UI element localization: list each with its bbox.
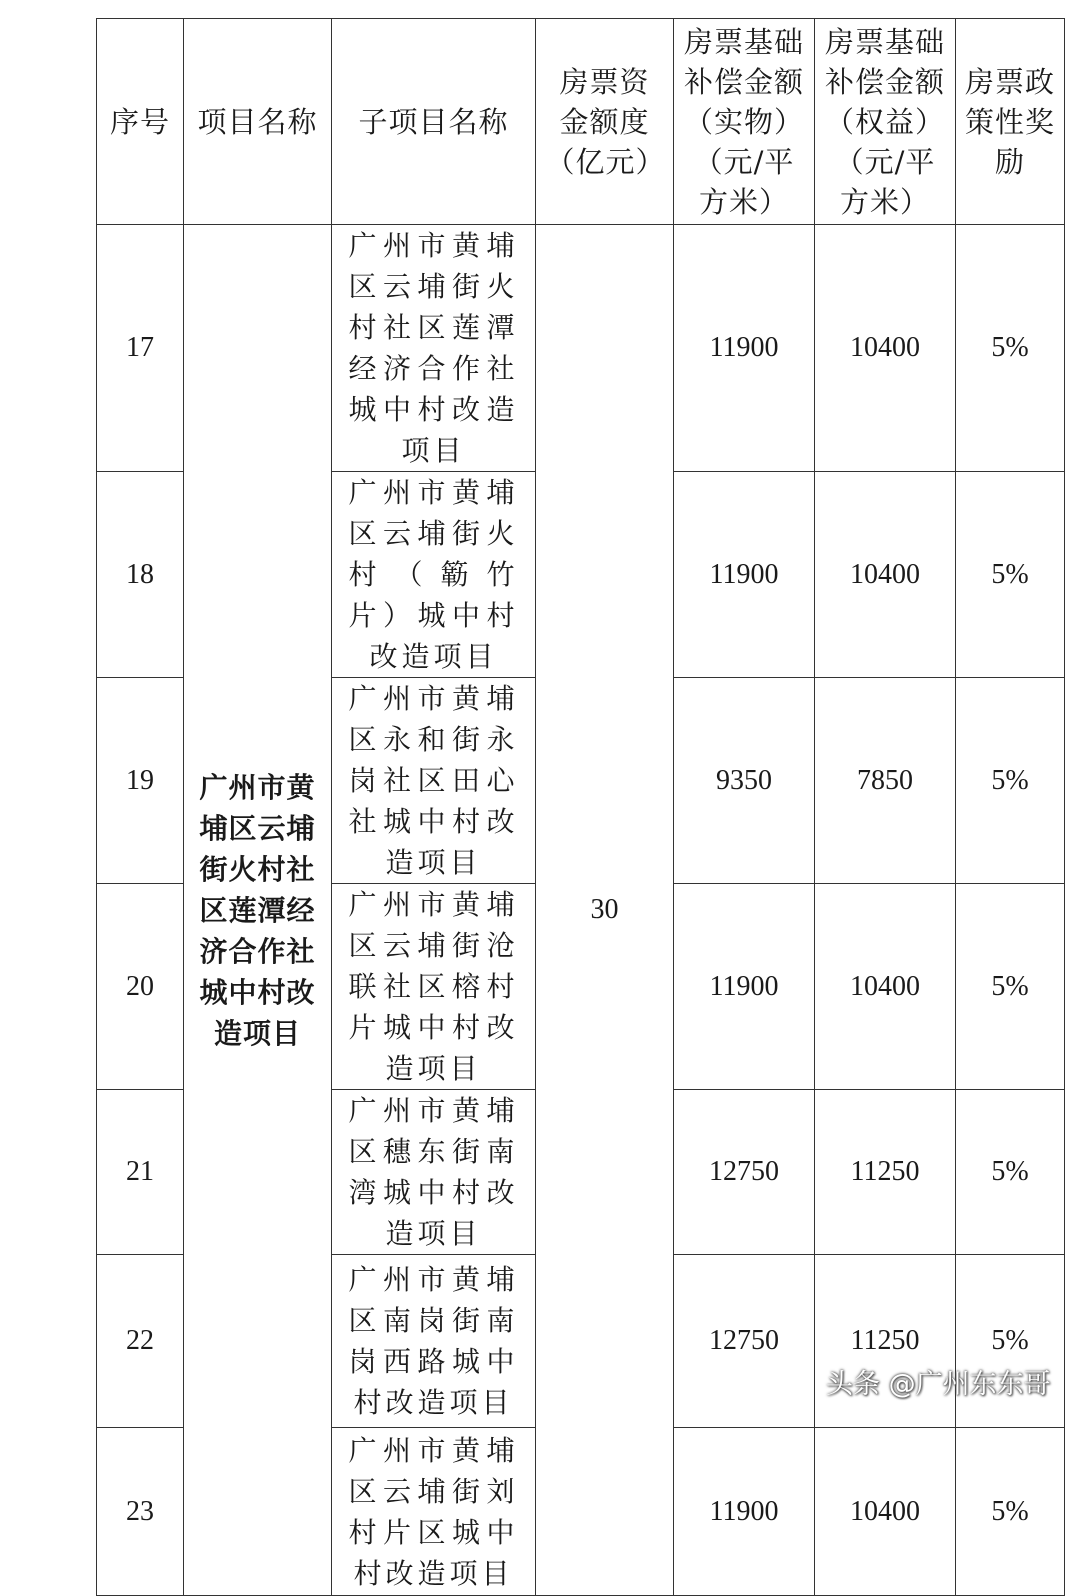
subproject-cell bbox=[332, 884, 536, 1090]
subproject-cell bbox=[332, 1090, 536, 1255]
comp-equity: 11250 bbox=[815, 1090, 956, 1255]
comp-physical: 12750 bbox=[674, 1090, 815, 1255]
header-subproject-name: 子项目名称 bbox=[332, 19, 536, 225]
subproject-cell bbox=[332, 472, 536, 678]
source-watermark: 头条 @广州东东哥 bbox=[826, 1369, 1051, 1400]
header-policy-reward: 房票政策性奖励 bbox=[956, 19, 1065, 225]
fund-amount: 30 bbox=[536, 225, 674, 1596]
policy-reward: 5% bbox=[956, 1428, 1065, 1596]
header-comp-equity: 房票基础补偿金额（权益）（元/平方米） bbox=[815, 19, 956, 225]
subproject-cell bbox=[332, 225, 536, 472]
project-name-cell bbox=[184, 225, 332, 1596]
row-seq: 17 bbox=[97, 225, 184, 472]
comp-equity: 10400 bbox=[815, 884, 956, 1090]
header-seq: 序号 bbox=[97, 19, 184, 225]
subproject-name: 广州市黄埔区云埔街火村社区莲潭经济合作社城中村改造项目 bbox=[348, 229, 519, 467]
subproject-name: 广州市黄埔区南岗街南岗西路城中村改造项目 bbox=[348, 1263, 519, 1419]
row-seq: 20 bbox=[97, 884, 184, 1090]
subproject-name: 广州市黄埔区云埔街沧联社区榕村片城中村改造项目 bbox=[348, 888, 519, 1085]
header-fund-amount: 房票资金额度（亿元） bbox=[536, 19, 674, 225]
subproject-cell bbox=[332, 1428, 536, 1596]
comp-equity: 10400 bbox=[815, 472, 956, 678]
policy-reward: 5% bbox=[956, 1090, 1065, 1255]
comp-physical: 11900 bbox=[674, 884, 815, 1090]
subproject-name: 广州市黄埔区穗东街南湾城中村改造项目 bbox=[348, 1094, 519, 1250]
subproject-cell bbox=[332, 678, 536, 884]
comp-physical: 11900 bbox=[674, 472, 815, 678]
comp-equity: 10400 bbox=[815, 1428, 956, 1596]
comp-physical: 11900 bbox=[674, 1428, 815, 1596]
header-comp-physical: 房票基础补偿金额（实物）（元/平方米） bbox=[674, 19, 815, 225]
row-seq: 18 bbox=[97, 472, 184, 678]
policy-reward: 5% bbox=[956, 1255, 1065, 1428]
policy-reward: 5% bbox=[956, 472, 1065, 678]
subproject-name: 广州市黄埔区云埔街刘村片区城中村改造项目 bbox=[348, 1433, 519, 1590]
policy-reward: 5% bbox=[956, 884, 1065, 1090]
comp-physical: 12750 bbox=[674, 1255, 815, 1428]
header-row bbox=[97, 19, 1065, 225]
compensation-table bbox=[96, 18, 1065, 1596]
subproject-name: 广州市黄埔区永和街永岗社区田心社城中村改造项目 bbox=[348, 682, 519, 879]
table-row bbox=[97, 225, 1065, 472]
comp-equity: 10400 bbox=[815, 225, 956, 472]
comp-physical: 11900 bbox=[674, 225, 815, 472]
comp-equity: 11250 bbox=[815, 1255, 956, 1428]
row-seq: 21 bbox=[97, 1090, 184, 1255]
row-seq: 23 bbox=[97, 1428, 184, 1596]
header-project-name: 项目名称 bbox=[184, 19, 332, 225]
policy-reward: 5% bbox=[956, 678, 1065, 884]
comp-equity: 7850 bbox=[815, 678, 956, 884]
subproject-cell bbox=[332, 1255, 536, 1428]
policy-reward: 5% bbox=[956, 225, 1065, 472]
project-name: 广州市黄埔区云埔街火村社区莲潭经济合作社城中村改造项目 bbox=[199, 770, 316, 1050]
comp-physical: 9350 bbox=[674, 678, 815, 884]
subproject-name: 广州市黄埔区云埔街火村（簕竹片）城中村改造项目 bbox=[348, 476, 519, 673]
row-seq: 22 bbox=[97, 1255, 184, 1428]
row-seq: 19 bbox=[97, 678, 184, 884]
